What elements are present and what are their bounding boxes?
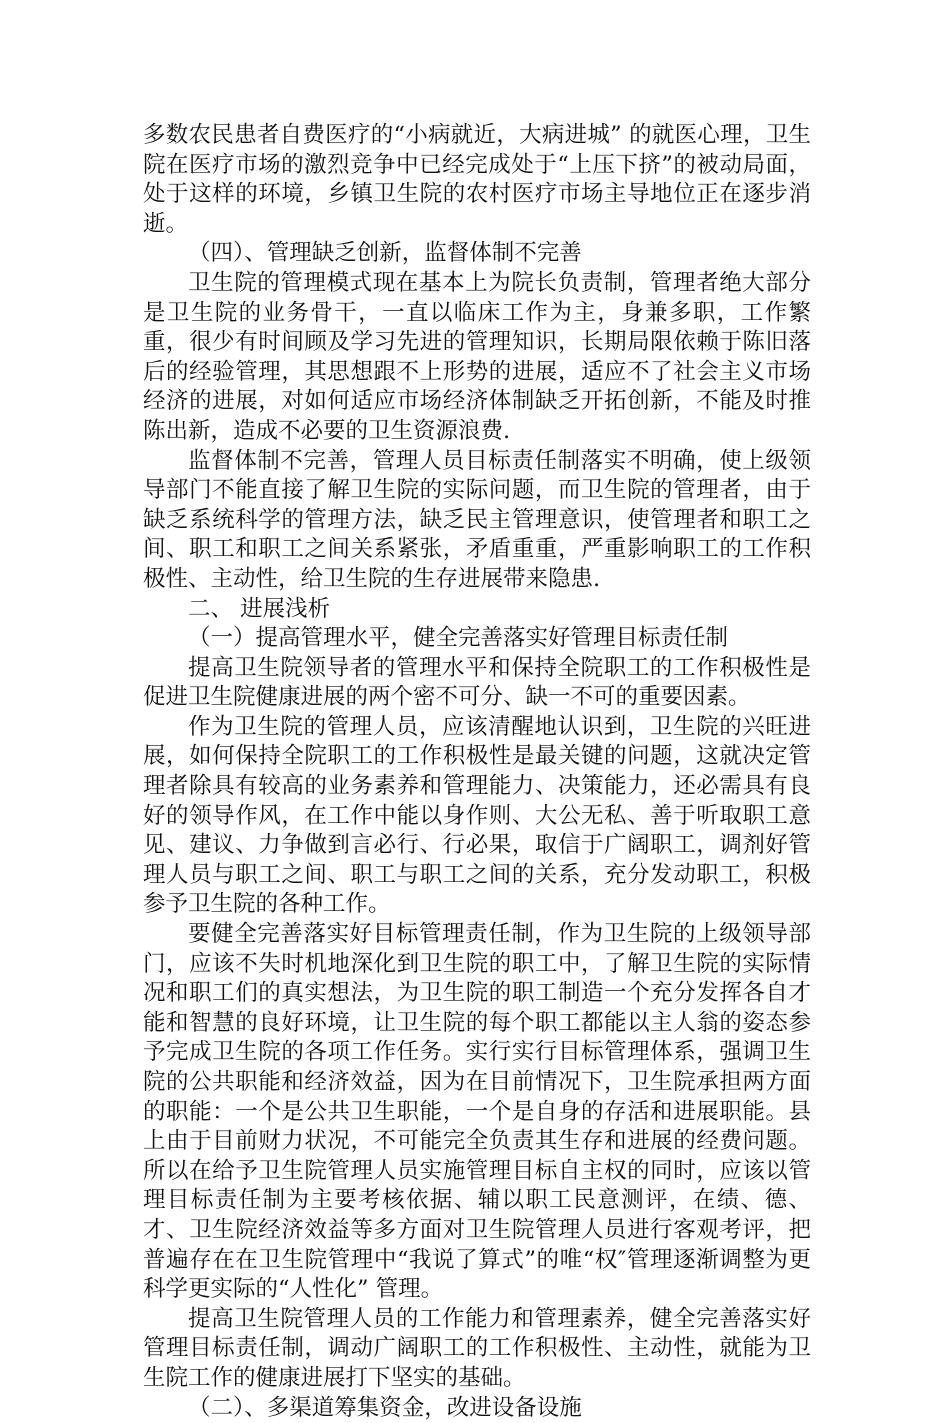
- subsection-heading-1: （一）提高管理水平，健全完善落实好管理目标责任制: [188, 625, 729, 652]
- paragraph-supervision: 监督体制不完善，管理人员目标责任制落实不明确，使上级领导部门不能直接了解卫生院的实际问题，而卫生院的管理者，由于缺乏系统科学的管理方法，缺乏民主管理意识，使管理者和职工之间、职工和职工之间关系紧张，矛盾重重，严重影响职工的工作积极性、主动性，给卫生院的生存进展带来隐患.: [143, 447, 811, 592]
- section-heading-4: （四）、管理缺乏创新，监督体制不完善: [188, 240, 582, 267]
- subsection-heading-2: （二）、多渠道筹集资金，改进设备设施: [188, 1394, 582, 1421]
- paragraph-leadership: 提高卫生院领导者的管理水平和保持全院职工的工作积极性是促进卫生院健康进展的两个密不可分、缺一不可的重要因素。: [143, 654, 811, 711]
- paragraph-conclusion: 提高卫生院管理人员的工作能力和管理素养，健全完善落实好管理目标责任制，调动广阔职工的工作积极性、主动性，就能为卫生院工作的健康进展打下坚实的基础。: [143, 1305, 811, 1391]
- paragraph-responsibility-system: 要健全完善落实好目标管理责任制，作为卫生院的上级领导部门，应该不失时机地深化到卫生院的职工中，了解卫生院的实际情况和职工们的真实想法，为卫生院的职工制造一个充分发挥各自才能和智慧的良好环境，让卫生院的每个职工都能以主人翁的姿态参予完成卫生院的各项工作任务。实行实行目标管理体系，强调卫生院的公共职能和经济效益，因为在目前情况下，卫生院承担两方面的职能：一个是公共卫生职能，一个是自身的存活和进展职能。县上由于目前财力状况，不可能完全负责其生存和进展的经费问题。所以在给予卫生院管理人员实施管理目标自主权的同时，应该以管理目标责任制为主要考核依据、辅以职工民意测评，在绩、德、才、卫生院经济效益等多方面对卫生院管理人员进行客观考评，把普遍存在在卫生院管理中“我说了算式”的唯“权″管理逐渐调整为更科学更实际的“人性化” 管理。: [143, 921, 811, 1303]
- document-page: [143, 121, 811, 1423]
- paragraph-managers-role: 作为卫生院的管理人员，应该清醒地认识到，卫生院的兴旺进展，如何保持全院职工的工作积极性是最关键的问题，这就决定管理者除具有较高的业务素养和管理能力、决策能力，还必需具有良好的领导作风，在工作中能以身作则、大公无私、善于听取职工意见、建议、力争做到言必行、行必果，取信于广阔职工，调剂好管理人员与职工之间、职工与职工之间的关系，充分发动职工，积极参予卫生院的各种工作。: [143, 713, 811, 918]
- section-heading-2: 二、 进展浅析: [188, 595, 331, 622]
- paragraph-1: 多数农民患者自费医疗的“小病就近，大病进城” 的就医心理，卫生院在医疗市场的激烈竞争中已经完成处于“上压下挤”的被动局面，处于这样的环境，乡镇卫生院的农村医疗市场主导地位正在逐步消逝。: [143, 122, 811, 237]
- paragraph-management-model: 卫生院的管理模式现在基本上为院长负责制，管理者绝大部分是卫生院的业务骨干，一直以临床工作为主，身兼多职，工作繁重，很少有时间顾及学习先进的管理知识，长期局限依赖于陈旧落后的经验管理，其思想跟不上形势的进展，适应不了社会主义市场经济的进展，对如何适应市场经济体制缺乏开拓创新，不能及时推陈出新，造成不必要的卫生资源浪费.: [143, 269, 811, 444]
